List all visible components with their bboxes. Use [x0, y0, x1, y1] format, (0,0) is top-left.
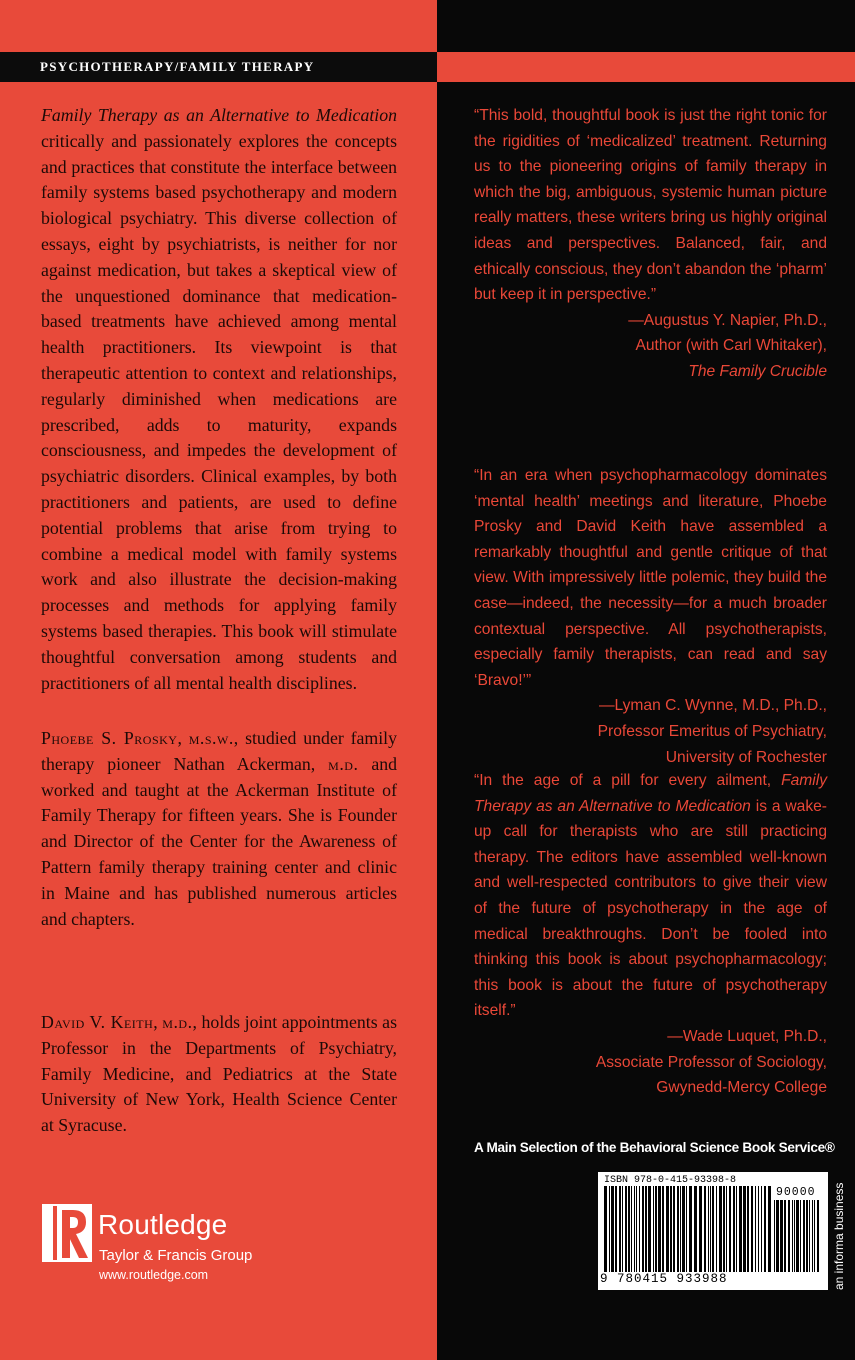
barcode-bar: [708, 1186, 709, 1272]
barcode-bar: [604, 1186, 607, 1272]
barcode-bar: [658, 1186, 661, 1272]
review-author: —Wade Luquet, Ph.D.,: [667, 1027, 827, 1045]
quote-start: “In the age of a pill for every ailment,: [474, 772, 782, 789]
barcode-bar: [764, 1186, 766, 1272]
barcode-bar: [645, 1186, 647, 1272]
barcode: [598, 1172, 828, 1290]
review-author: —Augustus Y. Napier, Ph.D.,: [628, 311, 827, 329]
review-napier: [474, 103, 827, 385]
review-institution: Gwynedd-Mercy College: [656, 1079, 827, 1097]
review-affiliation: Professor Emeritus of Psychiatry,: [597, 722, 827, 740]
editor-bio-keith: [41, 1010, 397, 1139]
logo-vertical-text: ROUTLEDGE: [43, 1208, 50, 1249]
routledge-logo-icon: [42, 1204, 92, 1262]
barcode-bar: [639, 1186, 640, 1272]
barcode-bar: [666, 1186, 669, 1272]
ean-number: 9 780415 933988: [600, 1272, 728, 1286]
editor-name: David V. Keith: [41, 1012, 154, 1032]
book-description: [41, 103, 397, 696]
editor-credential: m.d.: [162, 1012, 193, 1032]
barcode-bar: [670, 1186, 672, 1272]
publisher-name: Routledge: [98, 1209, 228, 1240]
barcode-bar: [648, 1186, 651, 1272]
barcode-bar: [758, 1186, 759, 1272]
informa-tagline: an informa business: [832, 1182, 846, 1290]
barcode-bar: [622, 1186, 623, 1272]
barcode-bar: [704, 1186, 706, 1272]
barcode-bar: [809, 1200, 810, 1272]
barcode-bar: [812, 1200, 813, 1272]
book-title-italic: The Family Crucible: [688, 362, 827, 380]
publisher-group: Taylor & Francis Group: [99, 1247, 253, 1264]
barcode-bar: [800, 1200, 801, 1272]
barcode-bar: [768, 1186, 771, 1272]
editor-credential: m.s.w.: [188, 728, 234, 748]
review-quote: “In an era when psychopharmacology dominates ‘mental health’ meetings and literature, Phoebe Prosky and David Keith have assembled a remarkably thoughtful and gentle critique of that view. With impressively little polemic, they build the case—indeed, the necessity—for a much broader contextual perspective. All psychotherapists, especially family therapists, can read and say ‘Bravo!’”: [474, 467, 827, 689]
review-affiliation: Associate Professor of Sociology,: [595, 1053, 827, 1071]
barcode-bar: [686, 1186, 687, 1272]
barcode-bar: [784, 1200, 786, 1272]
barcode-bar: [611, 1186, 614, 1272]
barcode-bar: [642, 1186, 644, 1272]
barcode-bar: [814, 1200, 815, 1272]
barcode-bar: [609, 1186, 610, 1272]
review-affiliation: Author (with Carl Whitaker),: [635, 337, 827, 355]
barcode-bar: [796, 1200, 799, 1272]
barcode-bar: [803, 1200, 805, 1272]
mentor-credential: m.d.: [328, 753, 359, 774]
publisher-url: www.routledge.com: [99, 1268, 209, 1282]
barcode-bar: [653, 1186, 654, 1272]
barcode-bar: [716, 1186, 717, 1272]
barcode-bar: [677, 1186, 679, 1272]
review-institution: University of Rochester: [665, 748, 827, 766]
separator: ,: [153, 1012, 163, 1032]
barcode-bar: [625, 1186, 627, 1272]
barcode-bar: [680, 1186, 681, 1272]
ean-barcode-bars: [604, 1186, 772, 1272]
barcode-bar: [776, 1200, 779, 1272]
barcode-bar: [733, 1186, 735, 1272]
bio-text-cont: and worked and taught at the Ackerman Institute of Family Therapy for fifteen years. She is Founder and Director of the Center for the Awareness of Pattern family therapy training center and clinic in Maine and has published numerous articles and chapters.: [41, 753, 397, 929]
barcode-bar: [729, 1186, 731, 1272]
barcode-bar: [712, 1186, 714, 1272]
barcode-bar: [710, 1186, 711, 1272]
barcode-bar: [628, 1186, 630, 1272]
bio-text: , holds joint appointments as Professor in the Departments of Psychiatry, Family Medicine, and Pediatrics at the State University of New York, Health Science Center at Syracuse.: [41, 1012, 397, 1136]
barcode-bar: [636, 1186, 637, 1272]
barcode-bar: [806, 1200, 808, 1272]
barcode-bar: [780, 1200, 783, 1272]
barcode-bar: [739, 1186, 742, 1272]
barcode-bar: [662, 1186, 664, 1272]
barcode-bar: [634, 1186, 635, 1272]
review-book-title: [474, 359, 827, 385]
barcode-bar: [719, 1186, 722, 1272]
barcode-bar: [792, 1200, 793, 1272]
barcode-bar: [689, 1186, 692, 1272]
barcode-bar: [699, 1186, 702, 1272]
barcode-bar: [788, 1200, 790, 1272]
barcode-bar: [736, 1186, 737, 1272]
barcode-bar: [726, 1186, 727, 1272]
quote-book-title: Family Therapy as an Alternative to Medication: [474, 772, 827, 815]
book-club-selection: A Main Selection of the Behavioral Science Book Service®: [474, 1140, 835, 1155]
separator: ,: [177, 728, 189, 748]
quote-end: is a wake-up call for therapists who are still practicing therapy. The editors have assembled well-known and well-respected contributors to give their view of the future of psychotherapy in the age of medical breakthroughs. Don’t be fooled into thinking this book is about psychopharmacology; this book is about the future of psychotherapy itself.”: [474, 797, 827, 1020]
review-quote: “This bold, thoughtful book is just the right tonic for the rigidities of ‘medicalized’ treatment. Returning us to the pioneering origins of family therapy in which the big, ambiguous, systemic human picture really matters, these writers bring us highly original ideas and perspectives. Balanced, fair, and ethically conscious, they don’t abandon the ‘pharm’ but keep it in perspective.”: [474, 107, 827, 304]
barcode-bar: [723, 1186, 725, 1272]
barcode-bar: [817, 1200, 819, 1272]
price-code: 90000: [776, 1186, 816, 1199]
barcode-bar: [673, 1186, 675, 1272]
editor-bio-prosky: [41, 726, 397, 932]
barcode-bar: [761, 1186, 762, 1272]
review-quote: [474, 768, 827, 1024]
barcode-bar: [694, 1186, 697, 1272]
category-band-accent: [437, 52, 855, 82]
isbn-label: ISBN 978-0-415-93398-8: [604, 1175, 737, 1186]
category-label: PSYCHOTHERAPY/FAMILY THERAPY: [40, 59, 315, 74]
price-barcode-bars: [774, 1200, 822, 1272]
review-luquet: [474, 768, 827, 1101]
barcode-bar: [655, 1186, 657, 1272]
barcode-bar: [774, 1200, 775, 1272]
barcode-bar: [615, 1186, 617, 1272]
barcode-bar: [747, 1186, 749, 1272]
editor-name: Phoebe S. Prosky: [41, 728, 178, 748]
barcode-bar: [794, 1200, 795, 1272]
barcode-bar: [751, 1186, 753, 1272]
barcode-bar: [619, 1186, 621, 1272]
review-author: —Lyman C. Wynne, M.D., Ph.D.,: [598, 697, 827, 715]
barcode-bar: [755, 1186, 756, 1272]
barcode-bar: [743, 1186, 746, 1272]
barcode-bar: [682, 1186, 685, 1272]
description-text: critically and passionately explores the concepts and practices that constitute the interface between family systems based psychotherapy and modern biological psychiatry. This diverse collection of essays, eight by psychiatrists, is neither for nor against medication, but takes a skeptical view of the unquestioned dominance that medication-based treatments have achieved among mental health practitioners. Its viewpoint is that therapeutic attention to context and relationships, regularly diminished when medications are prescribed, adds to maturity, expands consciousness, and impedes the development of psychiatric disorders. Clinical examples, by both practitioners and patients, are used to define potential problems that arise from trying to combine a medical model with family systems work and also illustrate the decision-making processes and methods for applying family systems based therapies. This book will stimulate thoughtful conversation among students and practitioners of all mental health disciplines.: [41, 130, 397, 693]
review-wynne: [474, 463, 827, 770]
book-title: Family Therapy as an Alternative to Medication: [41, 105, 397, 125]
bio-text: , studied under family therapy pioneer Nathan Ackerman,: [41, 728, 398, 774]
barcode-bar: [631, 1186, 632, 1272]
